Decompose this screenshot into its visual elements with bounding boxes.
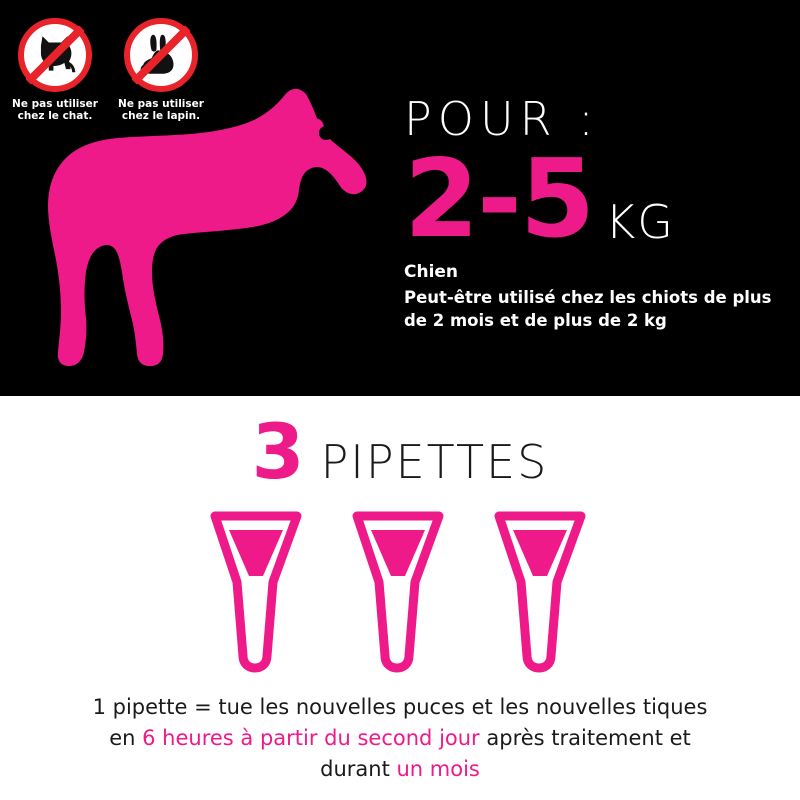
dosage-panel xyxy=(0,0,800,396)
weight-value: 2-5 xyxy=(404,137,594,262)
pipette-illustrations xyxy=(0,504,800,684)
warning-no-rabbit-line1: Ne pas utiliser xyxy=(118,98,204,110)
warning-no-cat-line1: Ne pas utiliser xyxy=(12,98,98,110)
warning-no-cat-line2: chez le chat. xyxy=(17,110,93,122)
pipette-heading xyxy=(0,407,800,496)
pipette-icon xyxy=(477,504,607,674)
pipette-icon xyxy=(193,504,323,674)
caption-line-1: 1 pipette = tue les nouvelles puces et les nouvelles tiques xyxy=(92,695,708,719)
caption-line2-highlight: 6 heures à partir du second jour xyxy=(142,726,480,750)
pipettes-panel xyxy=(0,396,800,800)
caption-line2-prefix: en xyxy=(109,726,143,750)
caption-line-2 xyxy=(0,723,800,754)
caption-line2-suffix: après traitement et xyxy=(479,726,691,750)
caption-line3-highlight: un mois xyxy=(396,757,480,781)
usage-caption xyxy=(0,692,800,785)
dog-glyph-icon xyxy=(14,82,394,372)
species-label: Chien xyxy=(404,262,459,282)
caption-line-3 xyxy=(0,754,800,785)
weight-unit: KG xyxy=(605,195,675,249)
no-rabbit-icon xyxy=(124,18,198,92)
pour-label: POUR : xyxy=(404,92,600,146)
no-cat-icon xyxy=(18,18,92,92)
weight-range xyxy=(404,137,675,262)
caption-line3-prefix: durant xyxy=(320,757,397,781)
pipette-count: 3 xyxy=(251,407,305,496)
pipette-word: PIPETTES xyxy=(320,435,549,489)
dog-silhouette-icon xyxy=(14,82,394,372)
pipette-icon xyxy=(335,504,465,674)
species-note: Peut-être utilisé chez les chiots de plus de 2 mois et de plus de 2 kg xyxy=(404,288,772,330)
warning-no-rabbit-line2: chez le lapin. xyxy=(121,110,201,122)
